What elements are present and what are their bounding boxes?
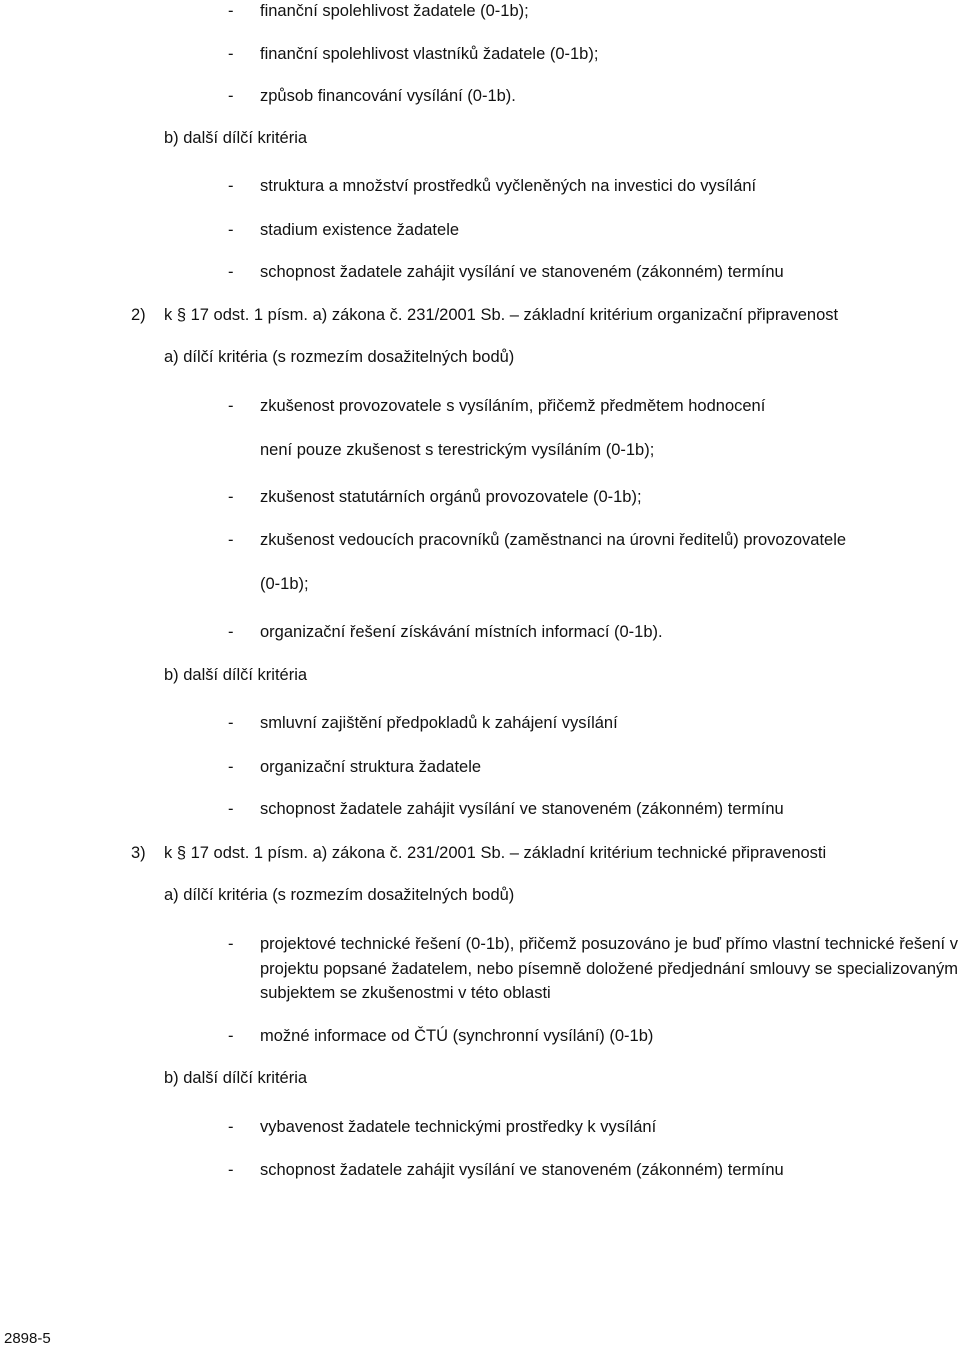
subsection-heading: b) další dílčí kritéria <box>164 666 308 684</box>
list-item: zkušenost statutárních orgánů provozovatele (0-1b); <box>260 488 642 506</box>
section-number: 2) <box>131 306 146 324</box>
bullet-dash: - <box>228 263 234 281</box>
bullet-dash: - <box>228 1161 234 1179</box>
list-item: možné informace od ČTÚ (synchronní vysílání) (0-1b) <box>260 1027 654 1045</box>
list-item: vybavenost žadatele technickými prostředky k vysílání <box>260 1118 657 1136</box>
bullet-dash: - <box>228 177 234 195</box>
subsection-heading: b) další dílčí kritéria <box>164 1069 308 1087</box>
document-number: 2898-5 <box>4 1330 51 1347</box>
bullet-dash: - <box>228 45 234 63</box>
list-item: organizační struktura žadatele <box>260 758 482 776</box>
list-item: organizační řešení získávání místních informací (0-1b). <box>260 623 663 641</box>
list-item-continuation: (0-1b); <box>260 575 309 593</box>
list-item: způsob financování vysílání (0-1b). <box>260 87 516 105</box>
bullet-dash: - <box>228 221 234 239</box>
bullet-dash: - <box>228 623 234 641</box>
section-heading: k § 17 odst. 1 písm. a) zákona č. 231/2001 Sb. – základní kritérium organizační připravenost <box>164 306 839 324</box>
list-item: schopnost žadatele zahájit vysílání ve stanoveném (zákonném) termínu <box>260 263 784 281</box>
bullet-dash: - <box>228 758 234 776</box>
list-item: schopnost žadatele zahájit vysílání ve stanoveném (zákonném) termínu <box>260 800 784 818</box>
bullet-dash: - <box>228 397 234 415</box>
bullet-dash: - <box>228 531 234 549</box>
subsection-heading: a) dílčí kritéria (s rozmezím dosažitelných bodů) <box>164 886 515 904</box>
list-item: zkušenost vedoucích pracovníků (zaměstnanci na úrovni ředitelů) provozovatele <box>260 531 847 549</box>
paragraph-item: projektové technické řešení (0-1b), přičemž posuzováno je buď přímo vlastní technické řešení v projektu popsané žadatelem, nebo písemně doložené předjednání smlouvy se specializovaným subjektem se zkušenostmi v této oblasti <box>260 935 958 1002</box>
bullet-dash: - <box>228 800 234 818</box>
bullet-dash: - <box>228 714 234 732</box>
bullet-dash: - <box>228 87 234 105</box>
bullet-dash: - <box>228 935 234 953</box>
list-item: finanční spolehlivost vlastníků žadatele (0-1b); <box>260 45 599 63</box>
list-item: stadium existence žadatele <box>260 221 460 239</box>
section-heading: k § 17 odst. 1 písm. a) zákona č. 231/2001 Sb. – základní kritérium technické připravenosti <box>164 844 827 862</box>
bullet-dash: - <box>228 488 234 506</box>
bullet-dash: - <box>228 1118 234 1136</box>
list-item: zkušenost provozovatele s vysíláním, přičemž předmětem hodnocení <box>260 397 766 415</box>
list-item: schopnost žadatele zahájit vysílání ve stanoveném (zákonném) termínu <box>260 1161 784 1179</box>
list-item: struktura a množství prostředků vyčleněných na investici do vysílání <box>260 177 757 195</box>
bullet-dash: - <box>228 1027 234 1045</box>
bullet-dash: - <box>228 2 234 20</box>
subsection-heading: a) dílčí kritéria (s rozmezím dosažitelných bodů) <box>164 348 515 366</box>
list-item-continuation: není pouze zkušenost s terestrickým vysíláním (0-1b); <box>260 441 655 459</box>
section-number: 3) <box>131 844 146 862</box>
subsection-heading: b) další dílčí kritéria <box>164 129 308 147</box>
list-item: smluvní zajištění předpokladů k zahájení vysílání <box>260 714 618 732</box>
list-item: finanční spolehlivost žadatele (0-1b); <box>260 2 529 20</box>
